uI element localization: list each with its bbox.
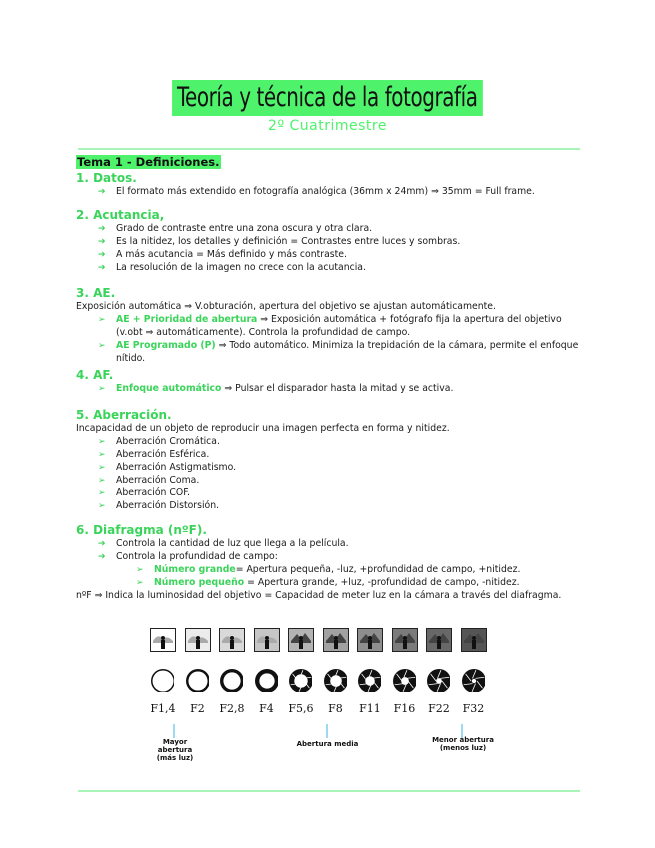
section-heading: 4. AF.	[76, 367, 114, 382]
triangle-bullet-icon: ➢	[98, 436, 106, 447]
list-item: ➢ Aberración Astigmatismo.	[98, 461, 237, 473]
list-item: ➔ Es la nitidez, los detalles y definición = Contrastes entre luces y sombras.	[98, 235, 461, 247]
list-item: ➢ Número grande= Apertura pequeña, -luz, +profundidad de campo, +nitidez.	[136, 564, 521, 576]
diaphragm-icon	[392, 668, 416, 692]
section-intro: Incapacidad de un objeto de reproducir una imagen perfecta en forma y nitidez.	[76, 422, 450, 434]
triangle-bullet-icon: ➢	[98, 383, 106, 394]
list-item: ➔ A más acutancia = Más definido y más contraste.	[98, 248, 347, 260]
triangle-bullet-icon: ➢	[136, 565, 144, 576]
caption-max-aperture: Mayor abertura (más luz)	[156, 738, 194, 762]
list-item: ➢ Aberración Coma.	[98, 474, 200, 486]
exposure-thumbnail-icon	[150, 628, 176, 652]
section-heading: 5. Aberración.	[76, 407, 172, 422]
list-item: ➢ AE Programado (P) ⇒ Todo automático. Minimiza la trepidación de la cámara, permite el enfoque nítido.	[98, 340, 579, 365]
fstop-label: F2	[190, 702, 205, 715]
triangle-bullet-icon: ➢	[98, 315, 106, 326]
triangle-bullet-icon: ➢	[98, 341, 106, 352]
list-item: ➔ Grado de contraste entre una zona oscura y otra clara.	[98, 222, 373, 234]
fstop-label: F16	[393, 702, 416, 715]
diaphragm-icon	[150, 668, 174, 692]
caption-mid-aperture: Abertura media	[296, 740, 359, 748]
fstop-label: F1,4	[150, 702, 176, 715]
fstop-label: F8	[328, 702, 343, 715]
fstop-label: F11	[359, 702, 381, 715]
diaphragm-icon	[219, 668, 243, 692]
fstop-label: F4	[259, 702, 274, 715]
tick-mark	[326, 724, 328, 738]
title-block	[0, 80, 655, 116]
section-acutancia	[76, 208, 580, 275]
caption-min-aperture: Menor abertura (menos luz)	[432, 736, 494, 752]
section-heading: 1. Datos.	[76, 170, 137, 185]
exposure-thumbnail-icon	[219, 628, 245, 652]
page-title: Teoría y técnica de la fotografía	[172, 80, 482, 116]
section-outro: nºF ⇒ Indica la luminosidad del objetivo = Capacidad de meter luz en la cámara a través del diafragma.	[76, 589, 562, 601]
list-item: ➢ Enfoque automático ⇒ Pulsar el disparador hasta la mitad y se activa.	[98, 382, 454, 394]
section-af	[76, 368, 580, 396]
exposure-thumbnail-icon	[185, 628, 211, 652]
page-subtitle: 2º Cuatrimestre	[268, 118, 387, 134]
list-item: ➢ Aberración Distorsión.	[98, 500, 220, 512]
section-aberracion	[76, 408, 580, 513]
arrow-bullet-icon: ➔	[98, 223, 106, 234]
fstop-label: F5,6	[288, 702, 314, 715]
triangle-bullet-icon: ➢	[98, 488, 106, 499]
section-heading: 3. AE.	[76, 286, 116, 301]
tick-mark	[173, 724, 175, 738]
list-item: ➢ Aberración COF.	[98, 487, 191, 499]
exposure-thumbnail-icon	[254, 628, 280, 652]
arrow-bullet-icon: ➔	[98, 539, 106, 550]
triangle-bullet-icon: ➢	[98, 449, 106, 460]
header-divider	[78, 148, 580, 150]
triangle-bullet-icon: ➢	[98, 462, 106, 473]
diaphragm-icon	[254, 668, 278, 692]
section-intro: Exposición automática ⇒ V.obturación, apertura del objetivo se ajustan automáticamente.	[76, 301, 496, 313]
exposure-thumbnail-icon	[288, 628, 314, 652]
exposure-thumbnail-icon	[323, 628, 349, 652]
document-body	[76, 155, 580, 603]
exposure-thumbnail-icon	[426, 628, 452, 652]
fstop-label: F22	[428, 702, 450, 715]
section-heading: 2. Acutancia,	[76, 207, 165, 222]
exposure-thumbnail-icon	[392, 628, 418, 652]
diaphragm-icon	[426, 668, 450, 692]
fstop-label: F2,8	[219, 702, 245, 715]
diaphragm-icon	[461, 668, 485, 692]
diaphragm-icon	[357, 668, 381, 692]
arrow-bullet-icon: ➔	[98, 249, 106, 260]
list-item: ➔ El formato más extendido en fotografía analógica (36mm x 24mm) ⇒ 35mm = Full frame.	[98, 185, 535, 197]
exposure-thumbnail-icon	[357, 628, 383, 652]
list-item: ➢ Aberración Cromática.	[98, 435, 220, 447]
list-item: ➔ Controla la cantidad de luz que llega a la película.	[98, 538, 349, 550]
triangle-bullet-icon: ➢	[136, 577, 144, 588]
aperture-figure	[150, 628, 510, 768]
arrow-bullet-icon: ➔	[98, 186, 106, 197]
diaphragm-icon	[185, 668, 209, 692]
triangle-bullet-icon: ➢	[98, 501, 106, 512]
diaphragm-icon	[323, 668, 347, 692]
list-item: ➢ AE + Prioridad de abertura ⇒ Exposición automática + fotógrafo fija la apertura del objetivo (v.obt ⇒ automáticamente). Controla la profundidad de campo.	[98, 314, 562, 339]
list-item: ➔ Controla la profundidad de campo:	[98, 551, 278, 563]
diaphragm-icon	[288, 668, 312, 692]
section-diafragma	[76, 523, 580, 603]
exposure-thumbnail-icon	[461, 628, 487, 652]
list-item: ➔ La resolución de la imagen no crece con la acutancia.	[98, 261, 366, 273]
section-datos	[76, 171, 580, 199]
fstop-label: F32	[462, 702, 485, 715]
arrow-bullet-icon: ➔	[98, 262, 106, 273]
list-item: ➢ Número pequeño = Apertura grande, +luz, -profundidad de campo, -nitidez.	[136, 576, 520, 588]
section-heading: 6. Diafragma (nºF).	[76, 523, 207, 538]
arrow-bullet-icon: ➔	[98, 236, 106, 247]
arrow-bullet-icon: ➔	[98, 552, 106, 563]
list-item: ➢ Aberración Esférica.	[98, 448, 210, 460]
section-ae	[76, 286, 580, 366]
triangle-bullet-icon: ➢	[98, 475, 106, 486]
footer-divider	[78, 790, 580, 792]
topic-heading: Tema 1 - Definiciones.	[77, 155, 220, 169]
